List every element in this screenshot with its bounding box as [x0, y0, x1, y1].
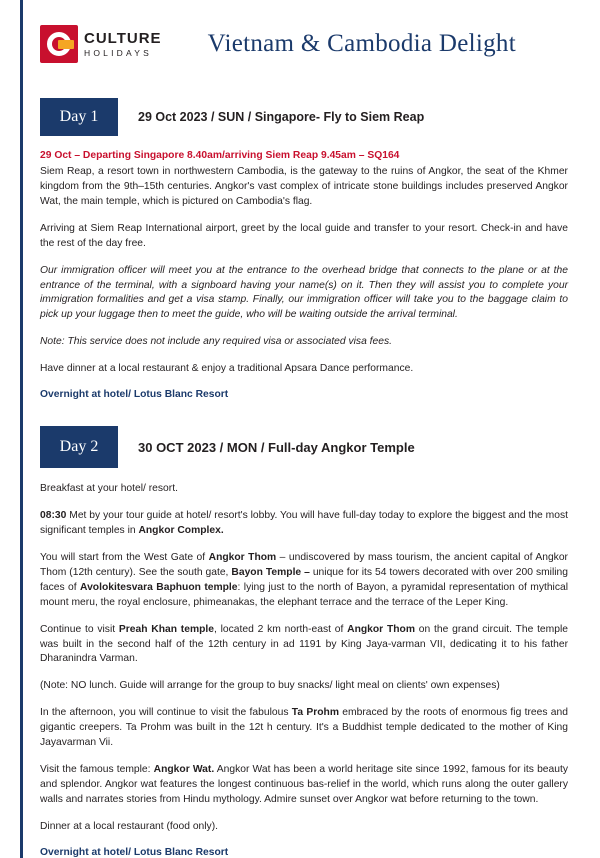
logo-text — [84, 31, 162, 58]
day-2-paragraph-7: Visit the famous temple: Angkor Wat. Angkor Wat has been a world heritage site since 1992, famous for its beauty and splendor. Angkor wat features the longest continuous bas-relief in the world, which runs along the outer gallery walls and narrates stories from Hindu mythology. Admire sunset over Angkor wat before returning to the town. — [40, 764, 568, 805]
day-1-title: 29 Oct 2023 / SUN / Singapore- Fly to Siem Reap — [138, 110, 425, 124]
logo-company-name: CULTURE — [84, 29, 162, 47]
day-2-header — [34, 426, 572, 468]
day-2-paragraph-8: Dinner at a local restaurant (food only). — [40, 820, 218, 832]
day-2-paragraph-5: (Note: NO lunch. Guide will arrange for the group to buy snacks/ light meal on clients' own expenses) — [40, 680, 500, 692]
page-title: Vietnam & Cambodia Delight — [207, 30, 516, 57]
culture-holidays-logo-icon — [40, 25, 78, 63]
day-2-paragraph-4: Continue to visit Preah Khan temple, located 2 km north-east of Angkor Thom on the grand circuit. The temple was built in the second half of the 12th century in ad 1191 by King Jaya-varman VII, dedicating it to his father Dharanindra Varman. — [40, 623, 568, 665]
day-1-paragraph-5: Have dinner at a local restaurant & enjoy a traditional Apsara Dance performance. — [40, 363, 414, 375]
company-logo — [40, 25, 162, 63]
document-header — [34, 0, 572, 72]
day-2-badge: Day 2 — [40, 426, 118, 468]
left-vertical-rule — [20, 0, 23, 858]
day-2-body — [34, 482, 572, 858]
day-2-paragraph-1: Breakfast at your hotel/ resort. — [40, 483, 178, 495]
day-2-title: 30 OCT 2023 / MON / Full-day Angkor Temple — [138, 439, 415, 455]
day-2-paragraph-3: You will start from the West Gate of Angkor Thom – undiscovered by mass tourism, the ancient capital of Angkor Thom (12th century). See the south gate, Bayon Temple – unique for its 54 towers decorated with over 200 smiling faces of Avolokitesvara Baphuon temple: lying just to the north of Bayon, a pyramidal representation of mythical mount meru, the royal enclosure, phimeanakas, the elephant terrace and the terrace of the Leper King. — [40, 551, 569, 608]
day-2-overnight: Overnight at hotel/ Lotus Blanc Resort — [40, 846, 229, 858]
day-1-overnight: Overnight at hotel/ Lotus Blanc Resort — [40, 389, 229, 401]
day-1-flight-line: 29 Oct – Departing Singapore 8.40am/arriving Siem Reap 9.45am – SQ164 — [40, 150, 400, 161]
day-1-body — [34, 150, 572, 400]
day-1-badge: Day 1 — [40, 98, 118, 136]
day-2-paragraph-2: 08:30 Met by your tour guide at hotel/ resort's lobby. You will have full-day today to explore the biggest and the most significant temples in Angkor Complex. — [40, 510, 568, 536]
day-2-paragraph-6: In the afternoon, you will continue to visit the fabulous Ta Prohm embraced by the roots of enormous fig trees and gigantic creepers. Ta Prohm was built in the 12t h century. It's a Buddhist temple dedicated to the mother of King Jayavarman Vii. — [40, 707, 568, 749]
logo-company-subtitle: HOLIDAYS — [84, 47, 152, 58]
day-1-paragraph-3: Our immigration officer will meet you at the entrance to the overhead bridge that connects to the plane or at the entrance of the terminal, with a signboard having your name(s) on it. Then they will assist you to complete your immigration formalities and get a visa stamp. Finally, our immigration officer will take you to the baggage claim to pick up your luggage then to meet the guide, who will be waiting outside the arrival terminal. — [40, 264, 568, 321]
day-1-paragraph-2: Arriving at Siem Reap International airport, greet by the local guide and transfer to your resort. Check-in and have the rest of the day free. — [40, 222, 568, 249]
day-1-paragraph-1: Siem Reap, a resort town in northwestern Cambodia, is the gateway to the ruins of Angkor, the seat of the Khmer kingdom from the 9th–15th centuries. Angkor's vast complex of intricate stone buildings includes preserved Angkor Wat, the main temple, which is pictured on Cambodia's flag. — [40, 166, 568, 207]
day-1-paragraph-4: Note: This service does not include any required visa or associated visa fees. — [40, 336, 392, 348]
day-1-header — [34, 98, 572, 136]
